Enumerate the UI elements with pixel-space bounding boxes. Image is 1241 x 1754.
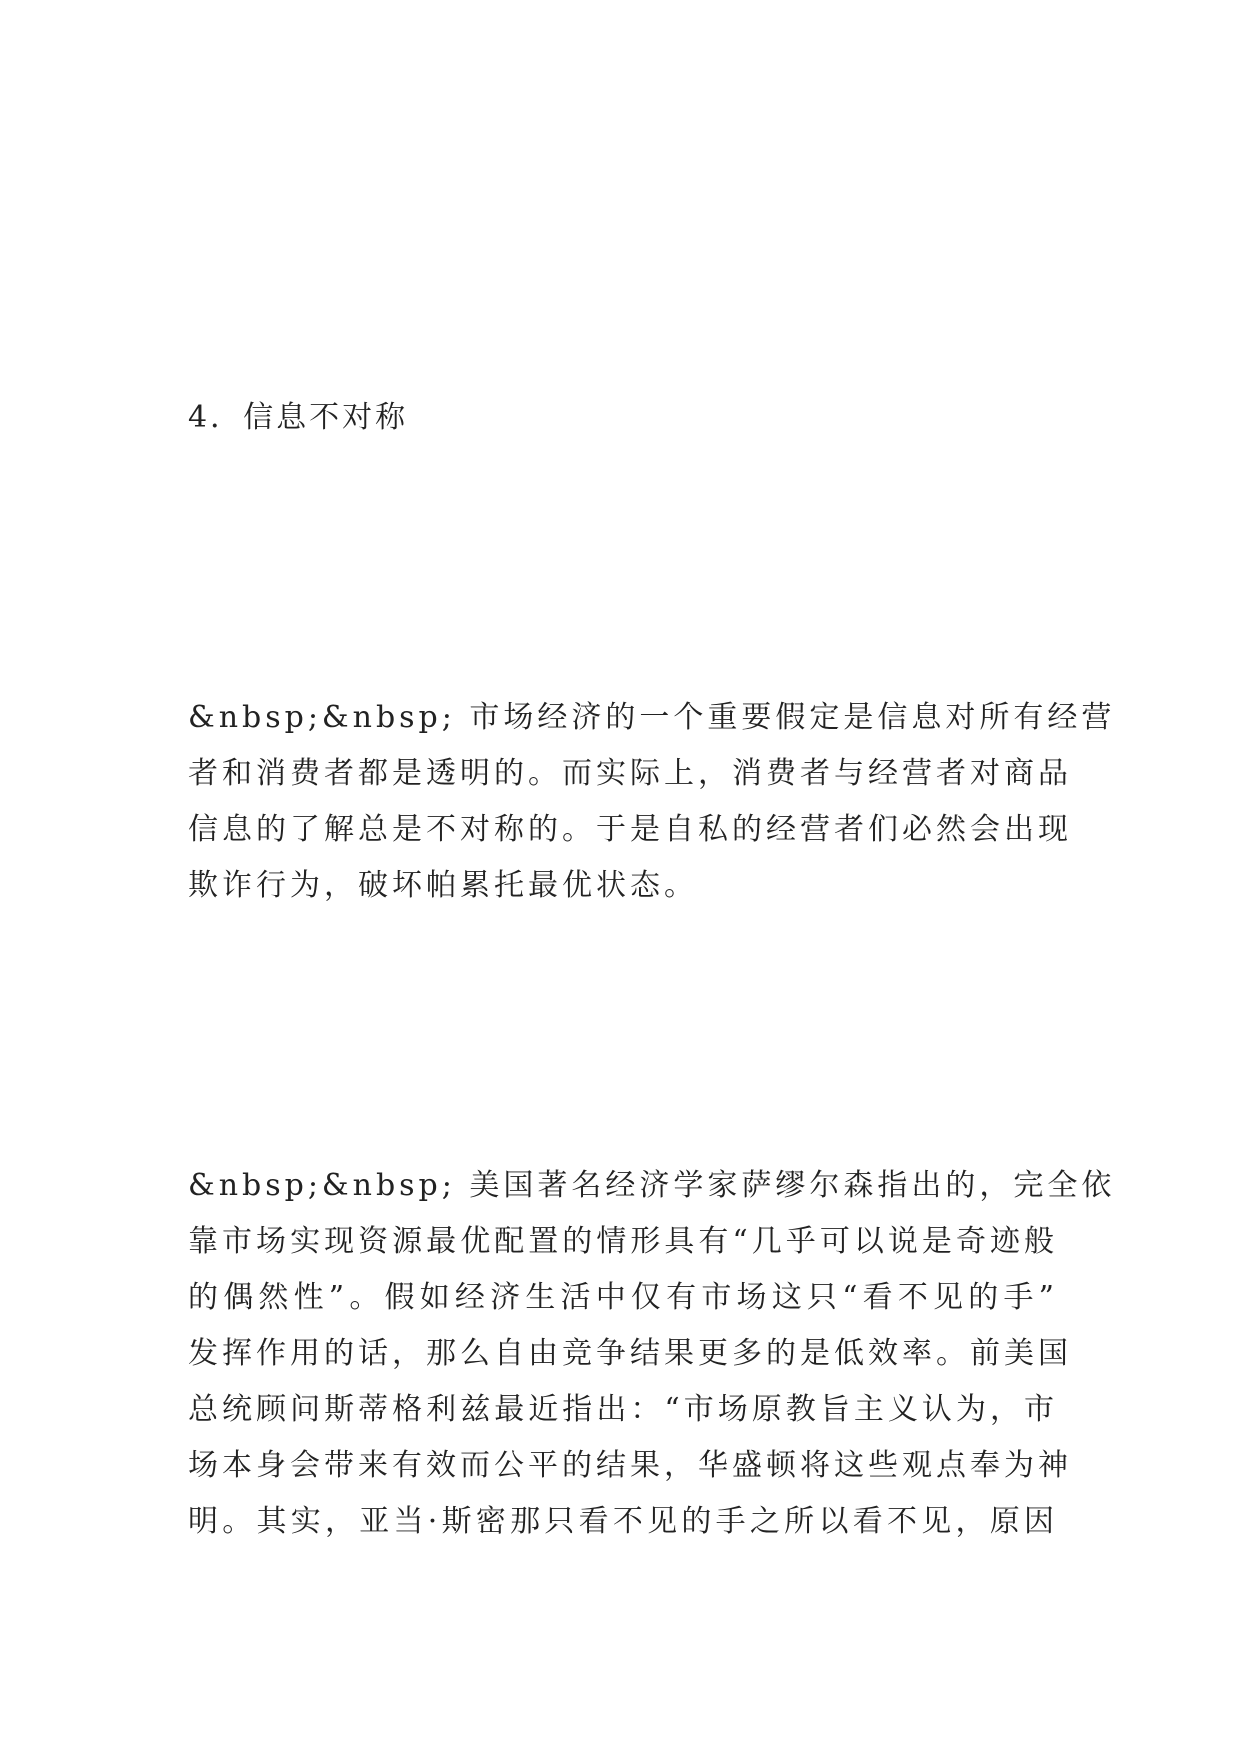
paragraph-line: 场本身会带来有效而公平的结果，华盛顿将这些观点奉为神 <box>188 1448 1072 1483</box>
paragraph-line: 靠市场实现资源最优配置的情形具有“几乎可以说是奇迹般 <box>188 1224 1058 1259</box>
paragraph-information-asymmetry <box>188 690 1116 914</box>
paragraph-line: 明。其实，亚当·斯密那只看不见的手之所以看不见，原因 <box>188 1504 1058 1539</box>
paragraph-line: 总统顾问斯蒂格利兹最近指出：“市场原教旨主义认为，市 <box>188 1392 1058 1427</box>
paragraph-line: 的偶然性”。假如经济生活中仅有市场这只“看不见的手” <box>188 1280 1058 1315</box>
paragraph-samuelson-quote <box>188 1158 1116 1550</box>
section-heading: 4．信息不对称 <box>188 400 409 435</box>
paragraph-line: 者和消费者都是透明的。而实际上，消费者与经营者对商品 <box>188 756 1072 791</box>
paragraph-line: 欺诈行为，破坏帕累托最优状态。 <box>188 868 698 903</box>
paragraph-line: 信息的了解总是不对称的。于是自私的经营者们必然会出现 <box>188 812 1072 847</box>
paragraph-line: &nbsp;&nbsp; 市场经济的一个重要假定是信息对所有经营 <box>188 700 1116 735</box>
paragraph-line: &nbsp;&nbsp; 美国著名经济学家萨缪尔森指出的，完全依 <box>188 1168 1116 1203</box>
paragraph-line: 发挥作用的话，那么自由竞争结果更多的是低效率。前美国 <box>188 1336 1072 1371</box>
